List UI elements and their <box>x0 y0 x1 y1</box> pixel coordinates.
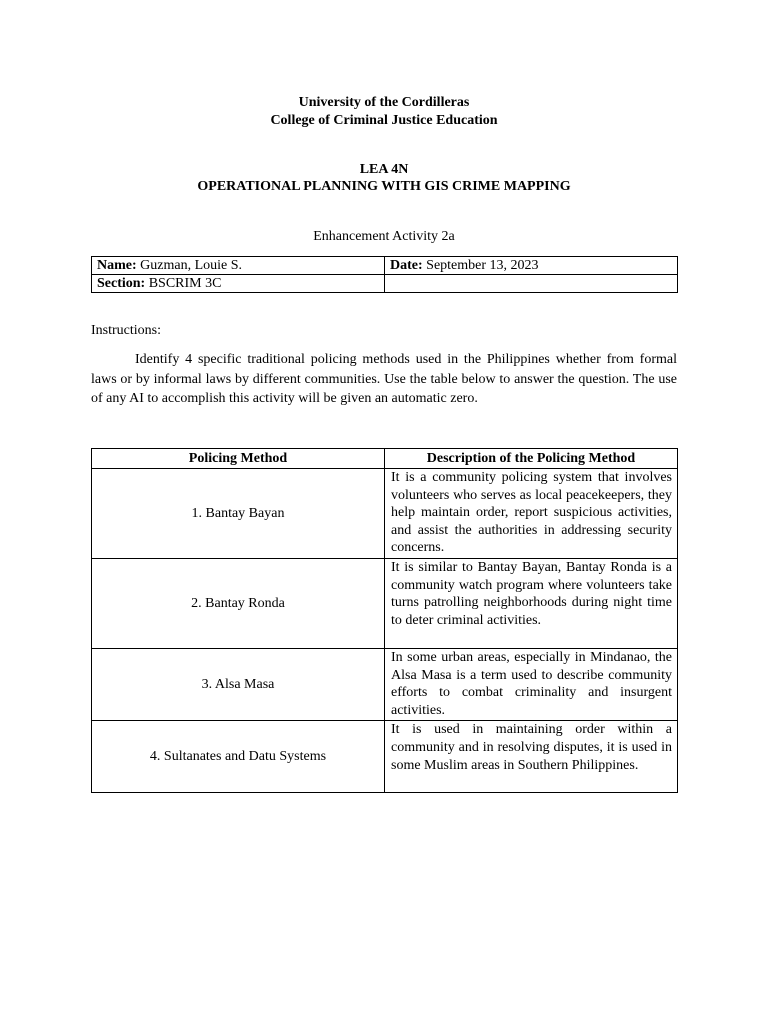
table-row <box>92 469 678 559</box>
table-row <box>92 649 678 721</box>
method-cell: 2. Bantay Ronda <box>92 559 385 649</box>
method-cell: 1. Bantay Bayan <box>92 469 385 559</box>
description-cell: It is used in maintaining order within a community and in resolving disputes, it is used in some Muslim areas in Southern Philippines. <box>385 721 678 793</box>
description-cell: It is a community policing system that involves volunteers who serves as local peacekeepers, they help maintain order, report suspicious activities, and assist the authorities in addressing security concerns. <box>385 469 678 559</box>
name-cell <box>92 257 385 275</box>
college-name: College of Criminal Justice Education <box>270 113 498 128</box>
course-title: OPERATIONAL PLANNING WITH GIS CRIME MAPPING <box>197 179 571 194</box>
description-cell: In some urban areas, especially in Mindanao, the Alsa Masa is a term used to describe community efforts to combat criminality and insurgent activities. <box>385 649 678 721</box>
table-row <box>92 559 678 649</box>
method-cell: 3. Alsa Masa <box>92 649 385 721</box>
info-row <box>92 275 678 293</box>
course-code: LEA 4N <box>359 162 409 177</box>
column-header-description: Description of the Policing Method <box>385 449 678 469</box>
table-header-row <box>92 449 678 469</box>
table-row <box>92 721 678 793</box>
university-name: University of the Cordilleras <box>298 95 470 110</box>
date-label: Date: <box>390 258 423 273</box>
column-header-method: Policing Method <box>92 449 385 469</box>
student-info-table <box>91 256 678 293</box>
policing-methods-table <box>91 448 678 793</box>
name-label: Name: <box>97 258 137 273</box>
date-value: September 13, 2023 <box>422 258 539 273</box>
name-value: Guzman, Louie S. <box>136 258 243 273</box>
method-cell: 4. Sultanates and Datu Systems <box>92 721 385 793</box>
instructions-text: Identify 4 specific traditional policing methods used in the Philippines whether from formal laws or by informal laws by different communities. Use the table below to answer the question. The use of any AI to accomplish this activity will be given an automatic zero. <box>91 352 677 406</box>
section-value: BSCRIM 3C <box>145 276 222 291</box>
section-cell <box>92 275 385 293</box>
info-row <box>92 257 678 275</box>
section-label: Section: <box>97 276 146 291</box>
date-cell <box>385 257 678 275</box>
instructions-label: Instructions: <box>91 323 161 338</box>
description-cell: It is similar to Bantay Bayan, Bantay Ronda is a community watch program where volunteers take turns patrolling neighborhoods during night time to deter criminal activities. <box>385 559 678 649</box>
activity-title: Enhancement Activity 2a <box>313 229 455 244</box>
empty-cell <box>385 275 678 293</box>
